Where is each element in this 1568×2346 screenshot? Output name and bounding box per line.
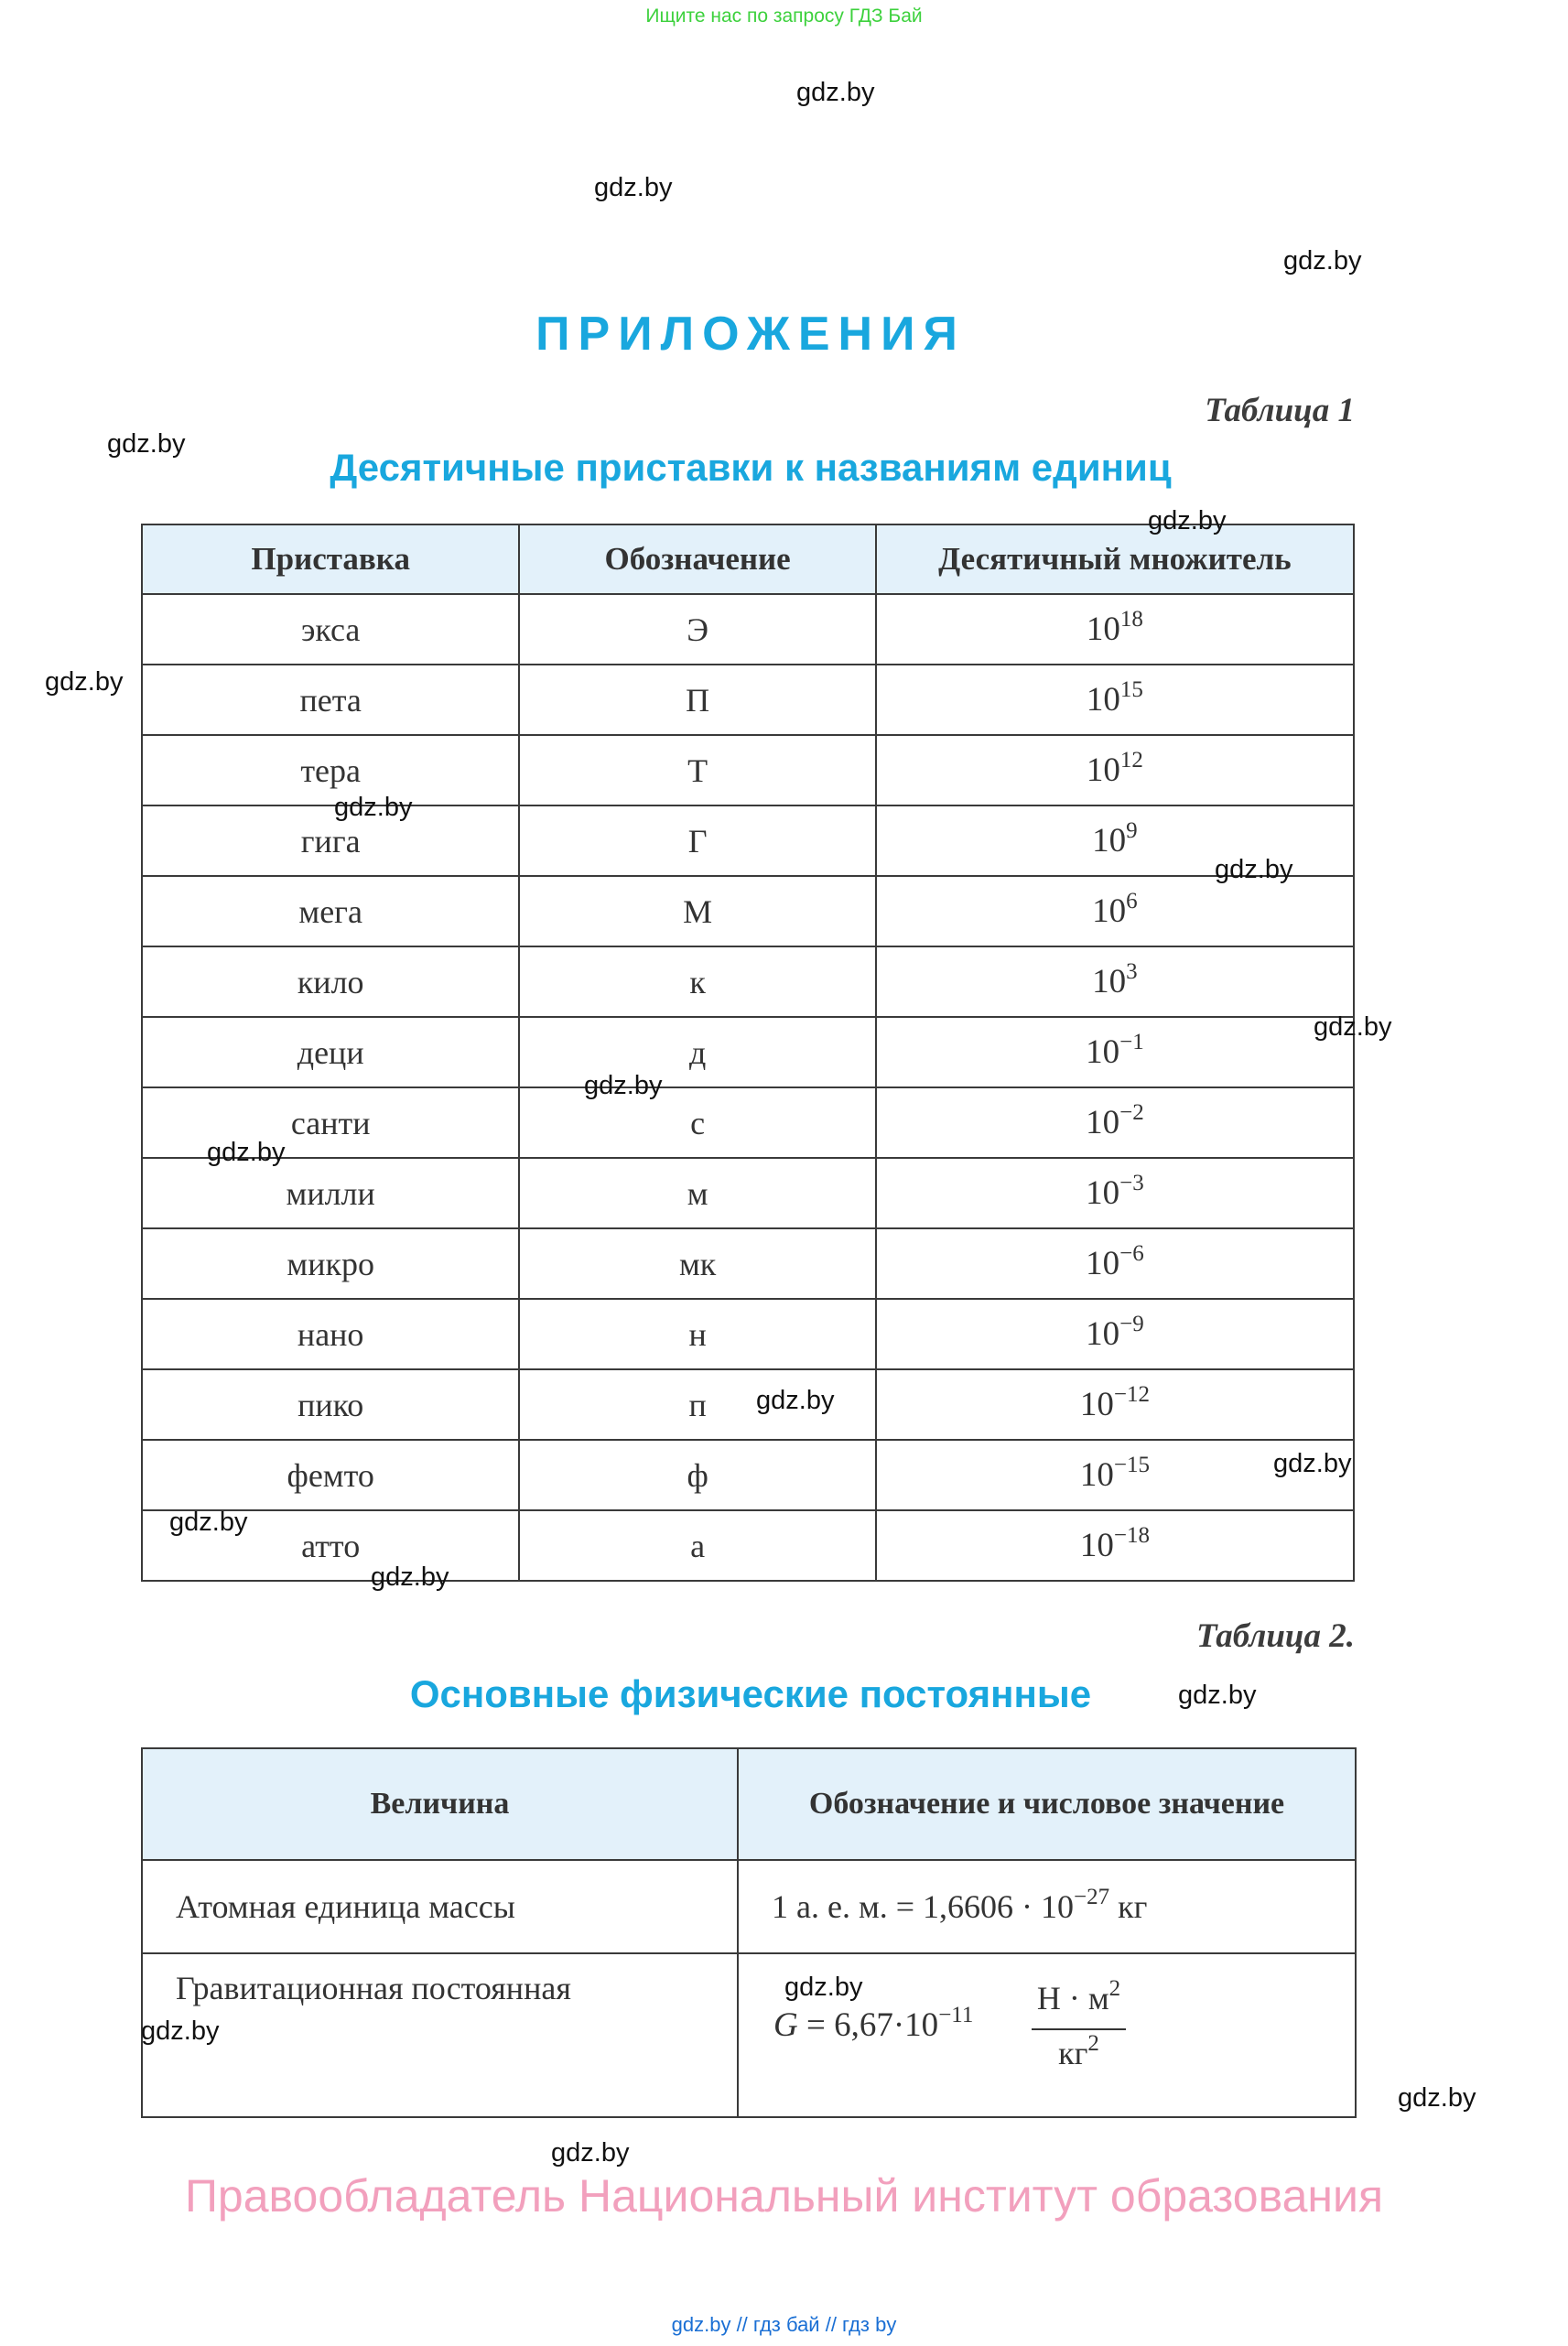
footer-links[interactable]: gdz.by // гдз бай // гдз by <box>671 2313 897 2336</box>
watermark: gdz.by <box>107 429 186 459</box>
table-row <box>142 1510 1354 1581</box>
table-row <box>142 1369 1354 1440</box>
value-cell: 1 а. е. м. = $1,6606 \cdot 10^{-27}$ кг <box>738 1860 1356 1953</box>
prefix-cell: кило <box>142 946 519 1017</box>
watermark: gdz.by <box>1398 2083 1476 2113</box>
symbol-cell: д <box>519 1017 876 1087</box>
table-row <box>142 1017 1354 1087</box>
table2-label: Таблица 2. <box>1196 1617 1355 1655</box>
prefix-cell: нано <box>142 1299 519 1369</box>
watermark: gdz.by <box>1148 506 1227 535</box>
watermark: gdz.by <box>784 1973 863 2002</box>
table-row <box>142 876 1354 946</box>
header-notation: Обозначение и числовое значение <box>738 1748 1356 1860</box>
symbol-cell: п <box>519 1369 876 1440</box>
watermark: gdz.by <box>1283 246 1362 276</box>
table-row <box>142 1953 1356 2117</box>
symbol-cell: Т <box>519 735 876 805</box>
constants-table <box>141 1747 1357 2118</box>
symbol-cell: к <box>519 946 876 1017</box>
prefix-cell: милли <box>142 1158 519 1228</box>
watermark: gdz.by <box>551 2138 630 2168</box>
symbol-cell: н <box>519 1299 876 1369</box>
table-row <box>142 1299 1354 1369</box>
fraction-numerator: $Н \cdot м^2$ <box>1036 1976 1121 2016</box>
watermark: gdz.by <box>1178 1681 1257 1710</box>
watermark: gdz.by <box>594 173 673 202</box>
table-row <box>142 594 1354 665</box>
table2-title: Основные физические постоянные <box>409 1672 1092 1715</box>
table-row <box>142 1228 1354 1299</box>
prefix-cell: тера <box>142 735 519 805</box>
header-prefix: Приставка <box>142 524 519 594</box>
prefix-cell: экса <box>142 594 519 665</box>
multiplier-cell: $10^{15}$ <box>876 665 1354 735</box>
multiplier-cell: $10^{12}$ <box>876 735 1354 805</box>
watermark: gdz.by <box>1215 855 1293 884</box>
prefix-cell: мега <box>142 876 519 946</box>
watermark: gdz.by <box>334 793 413 822</box>
watermark: gdz.by <box>207 1138 286 1167</box>
prefix-cell: пико <box>142 1369 519 1440</box>
multiplier-cell: $10^{-1}$ <box>876 1017 1354 1087</box>
header-multiplier: Десятичный множитель <box>876 524 1354 594</box>
multiplier-cell: $10^9$ <box>876 805 1354 876</box>
table-row <box>142 1440 1354 1510</box>
watermark: gdz.by <box>371 1562 449 1592</box>
watermark: gdz.by <box>169 1508 248 1537</box>
table-row <box>142 1158 1354 1228</box>
multiplier-cell: $10^{18}$ <box>876 594 1354 665</box>
watermark: gdz.by <box>45 667 124 697</box>
table1-title: Десятичные приставки к названиям единиц <box>330 446 1172 489</box>
multiplier-cell: $10^{-18}$ <box>876 1510 1354 1581</box>
fraction-bar <box>1032 2028 1126 2030</box>
table-row <box>142 1087 1354 1158</box>
symbol-cell: ф <box>519 1440 876 1510</box>
symbol-cell: мк <box>519 1228 876 1299</box>
prefixes-table <box>141 524 1355 1582</box>
watermark: gdz.by <box>796 78 875 107</box>
watermark: gdz.by <box>1314 1012 1392 1042</box>
watermark: gdz.by <box>141 2016 220 2046</box>
symbol-cell: с <box>519 1087 876 1158</box>
multiplier-cell: $10^6$ <box>876 876 1354 946</box>
prefix-cell: микро <box>142 1228 519 1299</box>
prefix-cell: фемто <box>142 1440 519 1510</box>
symbol-cell: м <box>519 1158 876 1228</box>
multiplier-cell: $10^{-6}$ <box>876 1228 1354 1299</box>
watermark: gdz.by <box>584 1071 663 1100</box>
symbol-cell: Г <box>519 805 876 876</box>
table-row <box>142 665 1354 735</box>
table-row <box>142 946 1354 1017</box>
prefix-cell: пета <box>142 665 519 735</box>
table-row <box>142 1860 1356 1953</box>
table1-label: Таблица 1 <box>1205 392 1355 429</box>
prefix-cell: гига <box>142 805 519 876</box>
gravitational-formula: $G = 6,67\cdot 10^{-11}$ <box>773 2003 974 2044</box>
symbol-cell: а <box>519 1510 876 1581</box>
quantity-cell: Гравитационная постоянная <box>142 1953 738 2117</box>
page-title: ПРИЛОЖЕНИЯ <box>535 308 966 361</box>
fraction-denominator: $кг^2$ <box>1058 2031 1099 2071</box>
multiplier-cell: $10^3$ <box>876 946 1354 1017</box>
symbol-cell: М <box>519 876 876 946</box>
prefix-cell: деци <box>142 1017 519 1087</box>
prefix-cell: санти <box>142 1087 519 1158</box>
multiplier-cell: $10^{-15}$ <box>876 1440 1354 1510</box>
watermark: gdz.by <box>1273 1449 1352 1478</box>
prefix-cell: атто <box>142 1510 519 1581</box>
top-search-link[interactable]: Ищите нас по запросу ГДЗ Бай <box>645 5 923 27</box>
quantity-cell: Атомная единица массы <box>142 1860 738 1953</box>
multiplier-cell: $10^{-3}$ <box>876 1158 1354 1228</box>
header-symbol: Обозначение <box>519 524 876 594</box>
symbol-cell: П <box>519 665 876 735</box>
watermark: gdz.by <box>756 1386 835 1415</box>
table-row <box>142 805 1354 876</box>
table-row <box>142 735 1354 805</box>
header-quantity: Величина <box>142 1748 738 1860</box>
multiplier-cell: $10^{-12}$ <box>876 1369 1354 1440</box>
copyright-notice: Правообладатель Национальный институт образования <box>184 2170 1384 2222</box>
multiplier-cell: $10^{-9}$ <box>876 1299 1354 1369</box>
symbol-cell: Э <box>519 594 876 665</box>
multiplier-cell: $10^{-2}$ <box>876 1087 1354 1158</box>
